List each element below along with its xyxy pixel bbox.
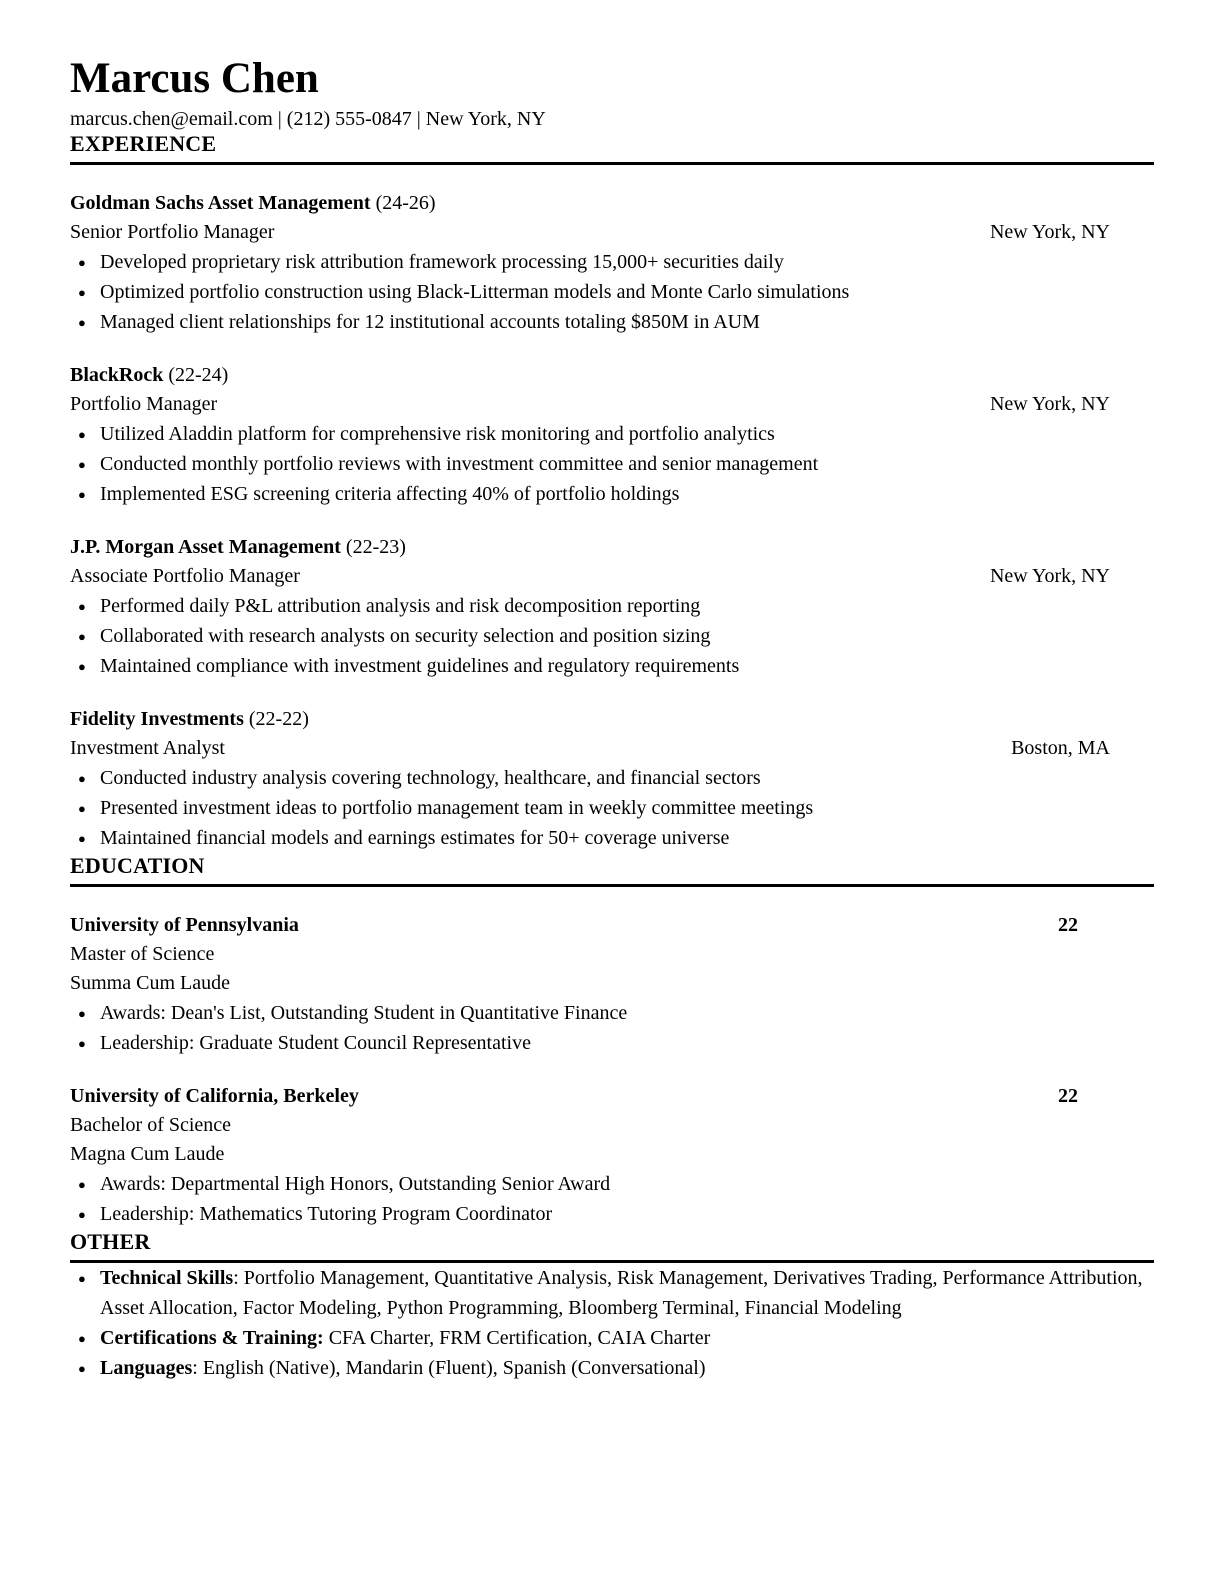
experience-entry: [70, 189, 1154, 337]
company-dates: (22-24): [168, 364, 229, 387]
other-item-separator: :: [233, 1267, 244, 1290]
job-title: Portfolio Manager: [70, 393, 218, 416]
bullet-item: [70, 449, 1154, 479]
school-line: [70, 1082, 1154, 1111]
bullet-text: Leadership: Mathematics Tutoring Program Coordinator: [100, 1203, 553, 1226]
other-item-label: Certifications & Training:: [100, 1327, 324, 1350]
bullet-text: Collaborated with research analysts on security selection and position sizing: [100, 625, 711, 648]
company-name: Fidelity Investments: [70, 708, 244, 731]
bullet-item: [70, 621, 1154, 651]
company-name: Goldman Sachs Asset Management: [70, 192, 371, 215]
bullet-text: Maintained compliance with investment guidelines and regulatory requirements: [100, 655, 740, 678]
bullet-item: [70, 793, 1154, 823]
bullet-item: [70, 651, 1154, 681]
company-line: [70, 533, 1154, 562]
bullet-text: Developed proprietary risk attribution framework processing 15,000+ securities daily: [100, 251, 784, 274]
bullet-list: [70, 591, 1154, 681]
other-item-text: English (Native), Mandarin (Fluent), Spanish (Conversational): [202, 1357, 706, 1380]
job-location: New York, NY: [989, 393, 1110, 416]
bullet-item: [70, 277, 1154, 307]
bullet-text: Conducted monthly portfolio reviews with investment committee and senior management: [100, 453, 819, 476]
company-line: [70, 705, 1154, 734]
section-heading-experience: EXPERIENCE: [70, 131, 1154, 165]
company-line: [70, 189, 1154, 218]
section-heading-education: EDUCATION: [70, 853, 1154, 887]
school-name: University of Pennsylvania: [70, 914, 299, 937]
experience-entry: [70, 533, 1154, 681]
company-dates: (22-23): [345, 536, 406, 559]
company-name: BlackRock: [70, 364, 164, 387]
bullet-text: Performed daily P&L attribution analysis and risk decomposition reporting: [100, 595, 701, 618]
bullet-list: [70, 998, 1154, 1058]
other-item-technical-skills: [70, 1263, 1154, 1323]
title-location-line: [70, 562, 1154, 591]
bullet-text: Leadership: Graduate Student Council Representative: [100, 1032, 531, 1055]
graduation-year: 22: [1058, 1085, 1078, 1108]
other-item-text: Portfolio Management, Quantitative Analysis, Risk Management, Derivatives Trading, Performance Attribution, Asset Allocation, Factor Modeling, Python Programming, Bloomberg Terminal, Financial Modeling: [100, 1267, 1143, 1320]
degree-line: Bachelor of Science: [70, 1114, 232, 1137]
job-title: Associate Portfolio Manager: [70, 565, 300, 588]
experience-entry: [70, 361, 1154, 509]
bullet-text: Utilized Aladdin platform for comprehensive risk monitoring and portfolio analytics: [100, 423, 775, 446]
bullet-text: Conducted industry analysis covering technology, healthcare, and financial sectors: [100, 767, 761, 790]
bullet-item: [70, 591, 1154, 621]
other-list: [70, 1263, 1154, 1383]
company-name: J.P. Morgan Asset Management: [70, 536, 341, 559]
job-location: Boston, MA: [1011, 737, 1110, 760]
other-item-label: Languages: [100, 1357, 193, 1380]
bullet-item: [70, 823, 1154, 853]
company-dates: (24-26): [375, 192, 436, 215]
bullet-item: [70, 1169, 1154, 1199]
job-location: New York, NY: [989, 565, 1110, 588]
company-dates: (22-22): [248, 708, 309, 731]
bullet-item: [70, 479, 1154, 509]
bullet-item: [70, 1028, 1154, 1058]
bullet-list: [70, 763, 1154, 853]
bullet-text: Managed client relationships for 12 institutional accounts totaling $850M in AUM: [100, 311, 760, 334]
bullet-item: [70, 419, 1154, 449]
bullet-item: [70, 1199, 1154, 1229]
honors-line: Magna Cum Laude: [70, 1143, 225, 1166]
other-item-text: CFA Charter, FRM Certification, CAIA Charter: [328, 1327, 711, 1350]
bullet-item: [70, 247, 1154, 277]
job-title: Investment Analyst: [70, 737, 225, 760]
bullet-text: Maintained financial models and earnings estimates for 50+ coverage universe: [100, 827, 730, 850]
bullet-list: [70, 1169, 1154, 1229]
bullet-text: Optimized portfolio construction using Black-Litterman models and Monte Carlo simulations: [100, 281, 850, 304]
education-entry: [70, 1082, 1154, 1229]
other-item-certifications: [70, 1323, 1154, 1353]
job-title: Senior Portfolio Manager: [70, 221, 275, 244]
person-name: Marcus Chen: [70, 55, 319, 102]
bullet-text: Awards: Dean's List, Outstanding Student in Quantitative Finance: [100, 1002, 628, 1025]
bullet-list: [70, 247, 1154, 337]
section-heading-other: OTHER: [70, 1229, 1154, 1263]
company-line: [70, 361, 1154, 390]
school-line: [70, 911, 1154, 940]
degree-line: Master of Science: [70, 943, 215, 966]
title-location-line: [70, 218, 1154, 247]
bullet-list: [70, 419, 1154, 509]
bullet-item: [70, 307, 1154, 337]
contact-line: marcus.chen@email.com | (212) 555-0847 | New York, NY: [70, 108, 546, 131]
bullet-item: [70, 763, 1154, 793]
other-item-languages: [70, 1353, 1154, 1383]
education-entry: [70, 911, 1154, 1058]
graduation-year: 22: [1058, 914, 1078, 937]
bullet-text: Presented investment ideas to portfolio management team in weekly committee meetings: [100, 797, 814, 820]
bullet-item: [70, 998, 1154, 1028]
honors-line: Summa Cum Laude: [70, 972, 230, 995]
school-name: University of California, Berkeley: [70, 1085, 359, 1108]
experience-entry: [70, 705, 1154, 853]
bullet-text: Implemented ESG screening criteria affecting 40% of portfolio holdings: [100, 483, 680, 506]
resume-header: [70, 56, 1154, 131]
title-location-line: [70, 734, 1154, 763]
job-location: New York, NY: [989, 221, 1110, 244]
bullet-text: Awards: Departmental High Honors, Outstanding Senior Award: [100, 1173, 611, 1196]
title-location-line: [70, 390, 1154, 419]
other-item-label: Technical Skills: [100, 1267, 234, 1290]
other-item-separator: :: [192, 1357, 203, 1380]
